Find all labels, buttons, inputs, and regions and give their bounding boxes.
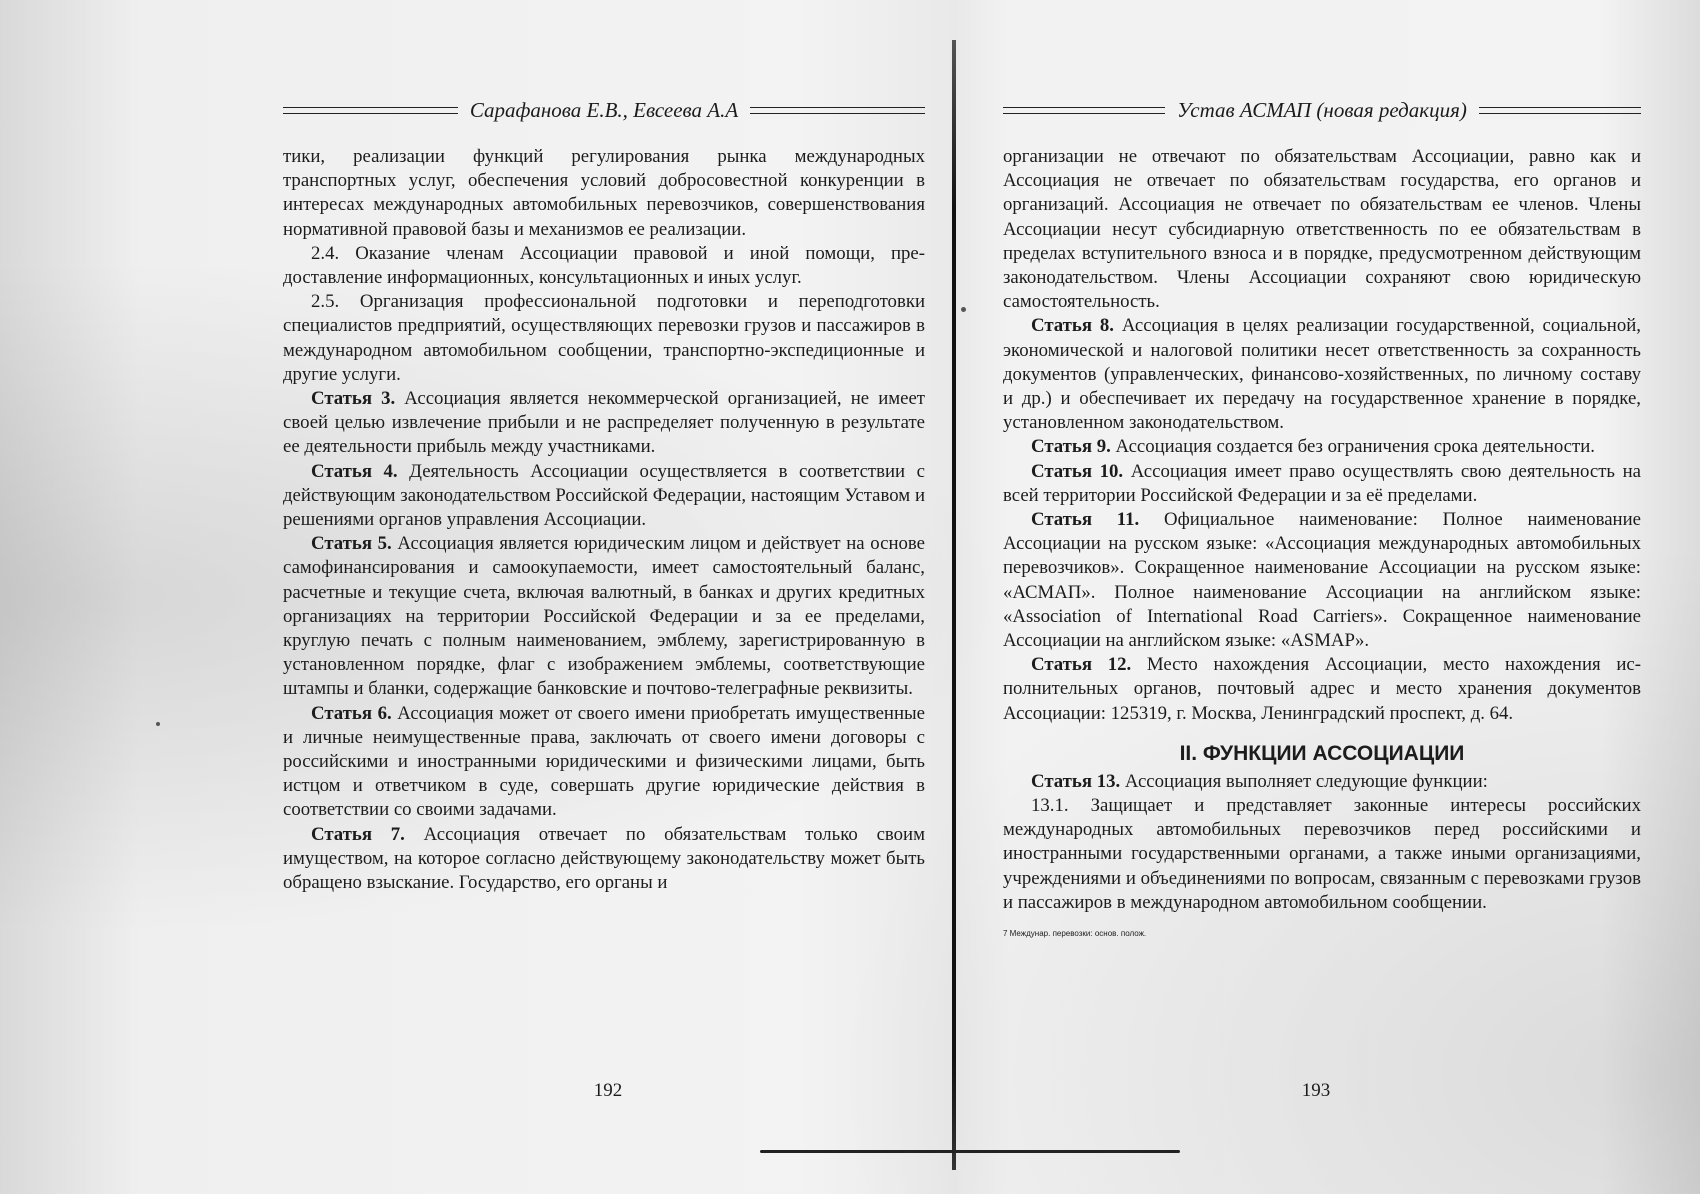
- paragraph-text: Ассоциация является юридическим лицом и действует на основе самофинансирования и самоокупаемости, имеет самостоятельный баланс, расчетные и текущие счета, включая валютный, в банках и других кредитных организациях на территории Российской Федерации и за ее пределами, круглую печать с полным наименованием, эмблему, зарегистрированную в установленном порядке, флаг с изображением эмблемы, соответствующие штампы и бланки, содержащие банковские и почтово-телеграфные реквизиты.: [283, 533, 925, 700]
- article-number: Статья 7.: [311, 823, 405, 845]
- header-rule: [750, 107, 925, 114]
- left-body-text: [283, 145, 925, 895]
- paragraph: [283, 460, 925, 533]
- article-number: Статья 10.: [1031, 460, 1124, 482]
- article-number: Статья 12.: [1031, 654, 1132, 676]
- paragraph-text: Ассоциация выполняет следующие функции:: [1120, 770, 1488, 792]
- speck: [961, 307, 966, 312]
- paragraph: [283, 387, 925, 460]
- page-fold-shadow: [760, 1150, 1180, 1153]
- right-body-text: [1003, 145, 1641, 726]
- section-heading: II. ФУНКЦИИ АССОЦИАЦИИ: [1179, 741, 1465, 765]
- paragraph: [283, 290, 925, 387]
- right-body-text-after-heading: [1003, 770, 1641, 915]
- paragraph-text: Ассоциация может от своего имени приобретать имущественные и личные неимущественные права, заключать от своего имени договоры с российскими и иностранными юридическими и физическими лицами, быть истцом и ответчиком в суде, совершать другие юридические действия в соответствии со своими задачами.: [283, 702, 925, 821]
- paragraph-text: Ассоциация создается без ограничения срока деятельности.: [1110, 436, 1595, 458]
- article-number: Статья 3.: [311, 388, 396, 410]
- right-running-header: [1003, 95, 1641, 125]
- paragraph: [1003, 508, 1641, 653]
- article-number: Статья 5.: [311, 533, 392, 555]
- paragraph-text: Официальное наименование: Полное наименование Ассоциации на русском языке: «Ассоциация международных автомобильных перевозчиков». Сокращенное наименование Ассоциации на русском языке: «АСМАП». Полное наименование Ассоциации на английском языке: «Association of International Road Carriers». Сокращенное наименование Ассоциации на английском языке: «ASMAP».: [1003, 509, 1641, 652]
- left-header-text: Сарафанова Е.В., Евсеева А.А: [469, 97, 739, 122]
- header-rule: [1003, 107, 1165, 114]
- header-rule: [283, 107, 458, 114]
- paragraph-text: Ассоциация отвечает по обязательствам только своим имуществом, на которое согласно действующему законодательству может быть обращено взыскание. Государство, его органы и: [283, 823, 925, 894]
- paragraph-text: организации не отвечают по обязательствам Ассоциации, равно как и Ассоциация не отвечает по обязательствам государства, его органов и организаций. Ассоциация не отвечает по обязательствам ее членов. Члены Ассоциации несут субсидиарную ответственность по ее обязательствам в пределах вступительного взноса и в порядке, предусмотренном действующим законодательством. Члены Ассоциации сохраняют свою юридическую самостоятельность.: [1003, 146, 1641, 313]
- paragraph-text: 2.5. Организация профессиональной подготовки и переподготовки специалистов предприятий, осуществляющих перевозки грузов и пассажиров в международном автомобильном сообщении, транспортно-экспедиционные и другие услуги.: [283, 291, 925, 385]
- paragraph-text: Ассоциация является некоммерческой организацией, не имеет своей целью извлечение прибыли и не распределяет полученную в результате ее деятельности прибыль между участниками.: [283, 388, 926, 458]
- article-number: Статья 9.: [1031, 436, 1111, 458]
- paragraph: [283, 532, 925, 701]
- right-header-text: Устав АСМАП (новая редакция): [1177, 97, 1467, 122]
- paragraph: [1003, 435, 1641, 459]
- paragraph: [1003, 314, 1641, 435]
- paragraph: [1003, 653, 1641, 726]
- paragraph-text: Ассоциация в целях реализации государственной, социальной, экономической и налоговой политики несет ответственность за сохранность документов (управленческих, финансово-хозяйственных, по личному составу и др.) и обеспечивает их передачу на государственное хранение в порядке, установленном законодательством.: [1003, 315, 1641, 434]
- book-spine: [952, 40, 956, 1170]
- header-rule: [1479, 107, 1641, 114]
- left-running-header: [283, 95, 925, 125]
- article-number: Статья 13.: [1031, 770, 1121, 792]
- article-number: Статья 8.: [1031, 315, 1114, 337]
- paragraph: [283, 702, 925, 823]
- left-page: [283, 95, 925, 895]
- paragraph-text: 13.1. Защищает и представляет законные интересы российских международных автомобильных перевозчиков перед российскими и иностранными государственными органами, а также иными организациями, учреждениями и объединениями по вопросам, связанным с перевозками грузов и пассажиров в международном автомобильном сообщении.: [1003, 795, 1641, 913]
- paragraph-text: Ассоциация имеет право осуществлять свою деятельность на всей территории Российской Федерации и за её пределами.: [1003, 460, 1641, 506]
- speck: [156, 722, 160, 726]
- paragraph: [283, 145, 925, 242]
- left-page-number: 192: [593, 1080, 623, 1101]
- paragraph-text: тики, реализации функций регулирования рынка международных транспортных услуг, обеспечения условий добросовестной конкуренции в интересах международных автомобильных перевозчиков, совершенствования нормативной правовой базы и механизмов ее реализации.: [283, 146, 925, 240]
- paragraph: [1003, 770, 1641, 794]
- paragraph: [283, 242, 925, 290]
- paragraph: [1003, 145, 1641, 314]
- paragraph-text: Место нахождения Ассоциации, место нахождения исполнительных органов, почтовый адрес и место хранения документов Ассоциации: 125319, г. Москва, Ленинградский проспект, д. 64.: [1003, 654, 1641, 724]
- right-page: [1003, 95, 1641, 939]
- paragraph: [1003, 460, 1641, 508]
- paragraph: [283, 823, 925, 896]
- article-number: Статья 11.: [1031, 509, 1140, 531]
- paragraph-text: 2.4. Оказание членам Ассоциации правовой и иной помощи, предоставление информационных, консультационных и иных услуг.: [283, 242, 925, 289]
- right-page-number: 193: [1301, 1080, 1331, 1101]
- article-number: Статья 4.: [311, 460, 398, 482]
- article-number: Статья 6.: [311, 702, 392, 724]
- footnote: 7 Междунар. перевозки: основ. полож.: [1003, 929, 1147, 939]
- paragraph-text: Деятельность Ассоциации осуществляется в соответствии с действующим законодательством Российской Федерации, настоящим Уставом и решениями органов управления Ассоциации.: [283, 460, 925, 531]
- paragraph: [1003, 794, 1641, 915]
